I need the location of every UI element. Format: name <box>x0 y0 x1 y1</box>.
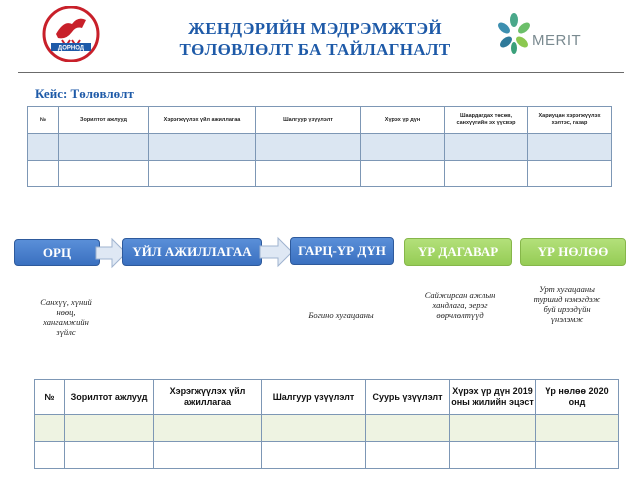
col-target-tasks: Зорилтот ажлууд <box>65 380 154 415</box>
input-note: Санхүү, хүний нөөц, хангамжийн зүйлс <box>40 297 92 337</box>
col-activities: Хэрэгжүүлэх үйл ажиллагаа <box>149 107 256 134</box>
planning-table <box>27 106 612 187</box>
col-impact-2020: Үр нөлөө 2020 онд <box>536 380 619 415</box>
table-row <box>35 442 619 469</box>
table-row <box>28 161 612 187</box>
col-number: № <box>28 107 59 134</box>
table-row <box>35 415 619 442</box>
arrow-right-icon <box>258 235 294 269</box>
dornod-logo-text: ДОРНОД <box>57 45 85 52</box>
flow-activity-box: ҮЙЛ АЖИЛЛАГАА <box>122 238 262 266</box>
impact-note: Урт хугацааны туршид нэмэгдэж буй ирээдүйн үнэлэмж <box>533 284 601 324</box>
col-indicators: Шалгуур үзүүлэлт <box>256 107 361 134</box>
flow-output-box: ГАРЦ-ҮР ДҮН <box>290 237 394 265</box>
title-line-2: ТӨЛӨВЛӨЛТ БА ТАЙЛАГНАЛТ <box>179 40 451 59</box>
result-note: Сайжирсан ажлын хандлага, эерэг өөрчлөлтүүд <box>424 290 496 320</box>
page-title <box>150 18 480 60</box>
table-header-row <box>35 380 619 415</box>
output-note: Богино хугацааны <box>308 310 374 320</box>
col-indicators: Шалгуур үзүүлэлт <box>262 380 366 415</box>
title-line-1: ЖЕНДЭРИЙН МЭДРЭМЖТЭЙ <box>188 19 442 38</box>
table-header-row <box>28 107 612 134</box>
results-table <box>34 379 619 469</box>
merit-logo <box>494 10 586 58</box>
merit-logo-text: MERIT <box>532 32 582 49</box>
col-budget: Шаардагдах төсөв, санхүүгийн эх үүсвэр <box>445 107 528 134</box>
col-number: № <box>35 380 65 415</box>
col-responsible: Хариуцан хэрэгжүүлэх хэлтэс, газар <box>528 107 612 134</box>
col-target-tasks: Зорилтот ажлууд <box>59 107 149 134</box>
col-expected-result: Хүрэх үр дүн <box>361 107 445 134</box>
col-activities: Хэрэгжүүлэх үйл ажиллагаа <box>154 380 262 415</box>
flow-input-box: ОРЦ <box>14 239 100 266</box>
case-title: Кейс: Төлөвлөлт <box>35 86 134 101</box>
flow-impact-box: ҮР НӨЛӨӨ <box>520 238 626 266</box>
header-divider <box>18 72 624 73</box>
col-baseline: Суурь үзүүлэлт <box>366 380 450 415</box>
flow-result-box: ҮР ДАГАВАР <box>404 238 512 266</box>
dornod-logo <box>42 6 100 62</box>
col-expected-result-2019: Хүрэх үр дүн 2019 оны жилийн эцэст <box>450 380 536 415</box>
table-row <box>28 134 612 161</box>
